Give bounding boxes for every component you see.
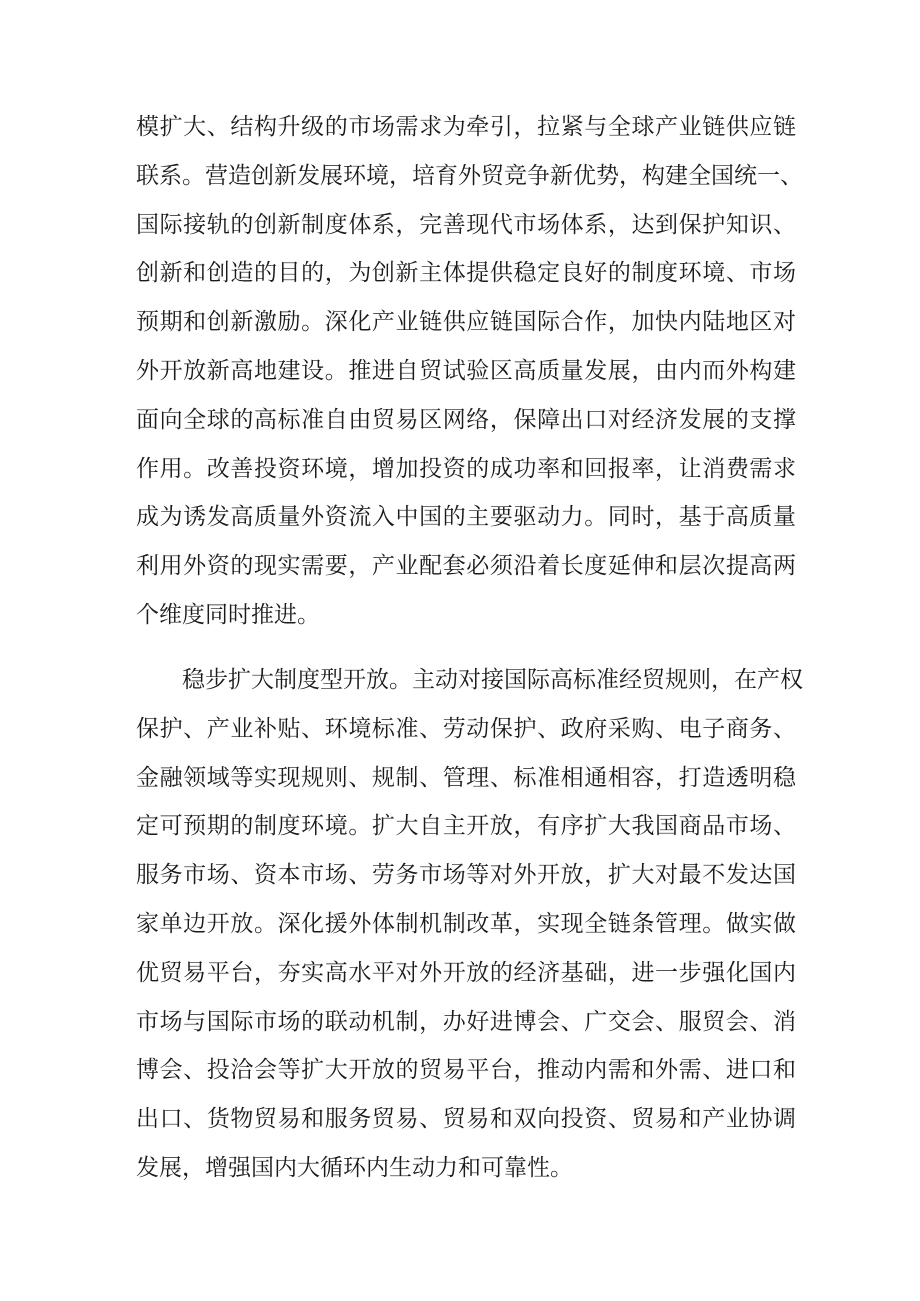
paragraph-line: 发展，增强国内大循环内生动力和可靠性。 bbox=[136, 1154, 573, 1181]
paragraph-line: 优贸易平台，夯实高水平对外开放的经济基础，进一步强化国内 bbox=[136, 959, 796, 986]
paragraph-line: 家单边开放。深化援外体制机制改革，实现全链条管理。做实做 bbox=[136, 910, 796, 937]
paragraph-line: 联系。营造创新发展环境，培育外贸竞争新优势，构建全国统一、 bbox=[136, 162, 803, 189]
paragraph-line: 国际接轨的创新制度体系，完善现代市场体系，达到保护知识、 bbox=[136, 211, 796, 238]
paragraph-line: 成为诱发高质量外资流入中国的主要驱动力。同时，基于高质量 bbox=[136, 504, 796, 531]
paragraph-line: 模扩大、结构升级的市场需求为牵引，拉紧与全球产业链供应链 bbox=[136, 114, 796, 140]
paragraph-line: 作用。改善投资环境，增加投资的成功率和回报率，让消费需求 bbox=[136, 455, 796, 482]
paragraph-1 bbox=[136, 103, 803, 640]
paragraph-line: 金融领域等实现规则、规制、管理、标准相通相容，打造透明稳 bbox=[136, 764, 796, 791]
paragraph-line: 预期和创新激励。深化产业链供应链国际合作，加快内陆地区对 bbox=[136, 309, 796, 336]
paragraph-line: 服务市场、资本市场、劳务市场等对外开放，扩大对最不发达国 bbox=[136, 862, 796, 889]
paragraph-line: 个维度同时推进。 bbox=[136, 601, 320, 628]
paragraph-line: 稳步扩大制度型开放。主动对接国际高标准经贸规则，在产权 bbox=[136, 667, 803, 693]
paragraph-line: 面向全球的高标准自由贸易区网络，保障出口对经济发展的支撑 bbox=[136, 406, 796, 433]
paragraph-line: 创新和创造的目的，为创新主体提供稳定良好的制度环境、市场 bbox=[136, 260, 796, 287]
paragraph-line: 出口、货物贸易和服务贸易、贸易和双向投资、贸易和产业协调 bbox=[136, 1106, 796, 1133]
paragraph-line: 定可预期的制度环境。扩大自主开放，有序扩大我国商品市场、 bbox=[136, 813, 796, 840]
paragraph-2 bbox=[136, 656, 803, 1193]
paragraph-line: 外开放新高地建设。推进自贸试验区高质量发展，由内而外构建 bbox=[136, 357, 796, 384]
paragraph-line: 利用外资的现实需要，产业配套必须沿着长度延伸和层次提高两 bbox=[136, 553, 796, 580]
paragraph-line: 保护、产业补贴、环境标准、劳动保护、政府采购、电子商务、 bbox=[136, 715, 796, 742]
paragraph-line: 博会、投洽会等扩大开放的贸易平台，推动内需和外需、进口和 bbox=[136, 1057, 796, 1084]
paragraph-line: 市场与国际市场的联动机制，办好进博会、广交会、服贸会、消 bbox=[136, 1008, 796, 1035]
